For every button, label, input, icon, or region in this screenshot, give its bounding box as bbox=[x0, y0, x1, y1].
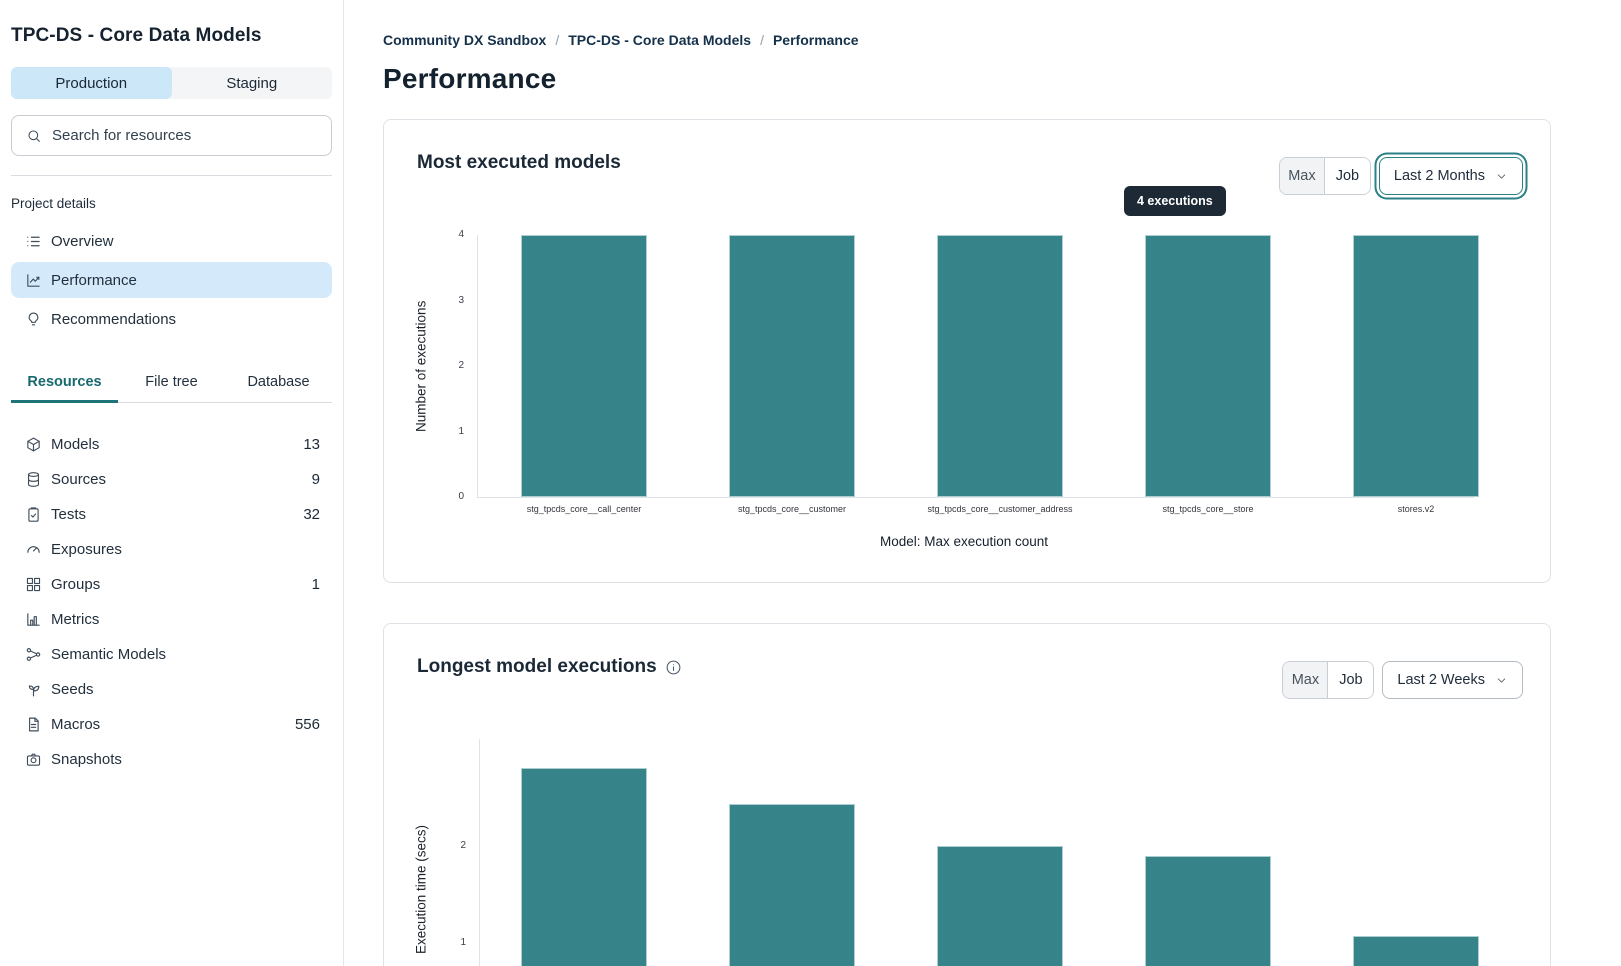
max-button[interactable]: Max bbox=[1280, 158, 1325, 194]
sidebar-item-label: Recommendations bbox=[51, 310, 177, 328]
sidebar-divider bbox=[11, 175, 332, 176]
tab-database[interactable]: Database bbox=[247, 374, 310, 390]
y-axis-line bbox=[477, 235, 478, 497]
sidebar bbox=[0, 0, 344, 966]
performance-icon bbox=[25, 272, 42, 289]
project-details-label: Project details bbox=[11, 196, 96, 211]
sidebar-item-label: Performance bbox=[51, 271, 137, 289]
resource-label: Snapshots bbox=[51, 751, 122, 768]
most-executed-chart bbox=[384, 120, 1550, 582]
sidebar-item-overview[interactable] bbox=[11, 224, 332, 258]
job-button[interactable]: Job bbox=[1328, 662, 1373, 698]
search-input[interactable] bbox=[52, 127, 272, 144]
sidebar-item-recommendations[interactable] bbox=[11, 302, 332, 336]
job-button[interactable]: Job bbox=[1325, 158, 1370, 194]
env-staging-button[interactable]: Staging bbox=[226, 74, 278, 92]
y-axis-line bbox=[479, 739, 480, 966]
resource-label: Sources bbox=[51, 471, 107, 488]
x-axis-line bbox=[477, 497, 1474, 498]
y-tick-label: 1 bbox=[460, 937, 466, 948]
card-most-executed-models bbox=[383, 119, 1551, 583]
resource-row-exposures[interactable] bbox=[11, 532, 332, 567]
environment-toggle bbox=[11, 67, 332, 99]
breadcrumb-separator: / bbox=[555, 32, 560, 48]
time-range-value: Last 2 Weeks bbox=[1397, 672, 1485, 688]
breadcrumb-link-project[interactable]: TPC-DS - Core Data Models bbox=[568, 32, 752, 48]
chart-bar[interactable] bbox=[1145, 856, 1271, 966]
resource-label: Metrics bbox=[51, 611, 100, 628]
tab-resources[interactable]: Resources bbox=[11, 366, 118, 403]
chart-tooltip: 4 executions bbox=[1124, 186, 1226, 216]
resource-label: Groups bbox=[51, 576, 101, 593]
card-title: Most executed models bbox=[417, 152, 621, 173]
bar-chart-icon bbox=[25, 611, 42, 628]
search-box[interactable] bbox=[11, 115, 332, 156]
resource-row-models[interactable] bbox=[11, 427, 332, 462]
clipboard-check-icon bbox=[25, 506, 42, 523]
y-tick-label: 0 bbox=[458, 491, 464, 502]
card-longest-executions bbox=[383, 623, 1551, 966]
resource-row-tests[interactable] bbox=[11, 497, 332, 532]
chart-bar[interactable] bbox=[1145, 235, 1271, 497]
x-category-label: stg_tpcds_core__store bbox=[1162, 504, 1254, 514]
cube-icon bbox=[25, 436, 42, 453]
resource-label: Macros bbox=[51, 716, 101, 733]
resource-row-snapshots[interactable] bbox=[11, 742, 332, 777]
longest-executions-chart bbox=[384, 624, 1550, 966]
overview-icon bbox=[25, 233, 42, 250]
seedling-icon bbox=[25, 681, 42, 698]
resource-row-groups[interactable] bbox=[11, 567, 332, 602]
chart-bar[interactable] bbox=[937, 846, 1063, 966]
resource-row-metrics[interactable] bbox=[11, 602, 332, 637]
graph-icon bbox=[25, 646, 42, 663]
project-title: TPC-DS - Core Data Models bbox=[11, 25, 262, 46]
page-title: Performance bbox=[383, 63, 557, 94]
resource-row-seeds[interactable] bbox=[11, 672, 332, 707]
card-title-text: Longest model executions bbox=[417, 656, 657, 677]
env-production-button[interactable]: Production bbox=[11, 67, 172, 99]
chart-bar[interactable] bbox=[1353, 235, 1479, 497]
chart-bar[interactable] bbox=[729, 804, 855, 966]
chart-bar[interactable] bbox=[729, 235, 855, 497]
chart-bar[interactable] bbox=[937, 235, 1063, 497]
resource-label: Exposures bbox=[51, 541, 122, 558]
y-tick-label: 1 bbox=[458, 425, 464, 437]
x-category-label: stg_tpcds_core__customer bbox=[737, 504, 847, 514]
chart-bar[interactable] bbox=[1353, 936, 1479, 966]
breadcrumb-current: Performance bbox=[772, 32, 859, 48]
project-nav bbox=[11, 224, 332, 336]
max-button[interactable]: Max bbox=[1283, 662, 1328, 698]
x-category-label: stg_tpcds_core__call_center bbox=[526, 504, 642, 514]
y-tick-label: 2 bbox=[460, 840, 466, 851]
resource-count: 13 bbox=[303, 436, 320, 453]
x-category-label: stores.v2 bbox=[1397, 504, 1435, 514]
resource-row-macros[interactable] bbox=[11, 707, 332, 742]
resource-label: Models bbox=[51, 436, 100, 453]
grid-icon bbox=[25, 576, 42, 593]
sidebar-tabs bbox=[11, 366, 332, 403]
resource-list bbox=[11, 427, 332, 777]
file-icon bbox=[25, 716, 42, 733]
resource-row-semantic-models[interactable] bbox=[11, 637, 332, 672]
x-category-label: stg_tpcds_core__customer_address bbox=[927, 504, 1073, 514]
camera-icon bbox=[25, 751, 42, 768]
y-axis-title: Execution time (secs) bbox=[413, 824, 429, 954]
search-icon bbox=[26, 128, 42, 144]
breadcrumb bbox=[383, 32, 1621, 48]
y-tick-label: 4 bbox=[458, 229, 464, 240]
breadcrumb-link-account[interactable]: Community DX Sandbox bbox=[383, 32, 547, 48]
chart-bar[interactable] bbox=[521, 768, 647, 966]
resource-row-sources[interactable] bbox=[11, 462, 332, 497]
x-axis-title: Model: Max execution count bbox=[879, 534, 1049, 549]
resource-count: 32 bbox=[303, 506, 320, 523]
time-range-value: Last 2 Months bbox=[1393, 168, 1485, 184]
y-axis-title: Number of executions bbox=[413, 300, 429, 432]
gauge-icon bbox=[25, 541, 42, 558]
resource-count: 556 bbox=[294, 716, 320, 733]
resource-label: Tests bbox=[51, 506, 87, 523]
lightbulb-icon bbox=[25, 311, 42, 328]
database-icon bbox=[25, 471, 42, 488]
y-tick-label: 2 bbox=[458, 360, 464, 371]
y-tick-label: 3 bbox=[458, 294, 464, 306]
resource-label: Seeds bbox=[51, 681, 94, 698]
breadcrumb-separator: / bbox=[760, 32, 764, 48]
resource-count: 1 bbox=[311, 576, 320, 593]
chart-bar[interactable] bbox=[521, 235, 647, 497]
resource-count: 9 bbox=[311, 471, 320, 488]
main-content bbox=[344, 0, 1621, 966]
resource-label: Semantic Models bbox=[51, 646, 167, 663]
sidebar-item-label: Overview bbox=[51, 232, 114, 250]
sidebar-item-performance[interactable] bbox=[11, 262, 332, 298]
tab-file-tree[interactable]: File tree bbox=[145, 374, 198, 390]
